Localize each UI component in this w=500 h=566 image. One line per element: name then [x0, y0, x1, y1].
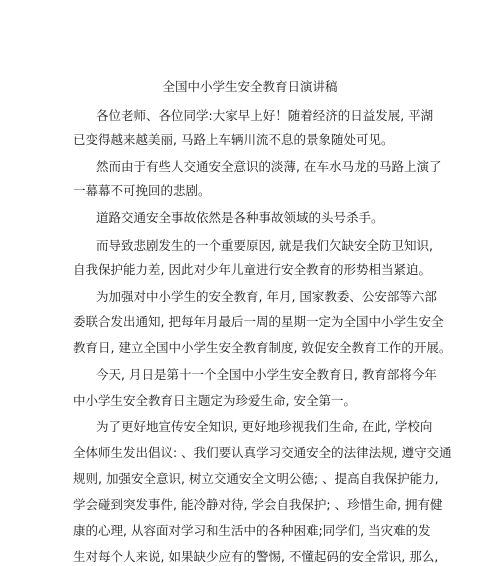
paragraph-line: 为加强对中小学生的安全教育, 年月, 国家教委、公安部等六部: [96, 289, 437, 304]
paragraph-line: 已变得越来越美丽, 马路上车辆川流不息的景象随处可见。: [73, 132, 394, 147]
paragraph-line: 而导致悲剧发生的一个重要原因, 就是我们欠缺安全防卫知识,: [96, 238, 433, 253]
paragraph-line: 全体师生发出倡议: 、我们要认真学习交通安全的法律法规, 遵守交通: [73, 445, 452, 460]
paragraph-line: 今天, 月日是第十一个全国中小学生安全教育日, 教育部将今年: [96, 367, 437, 382]
paragraph-line: 一幕幕不可挽回的悲剧。: [73, 183, 211, 198]
paragraph-line: 中小学生安全教育日主题定为珍爱生命, 安全第一。: [73, 393, 356, 408]
paragraph-line: 委联合发出通知, 把每年月最后一周的星期一定为全国中小学生安全: [73, 314, 444, 329]
paragraph-line: 为了更好地宣传安全知识, 更好地珍视我们生命, 在此, 学校向: [96, 419, 433, 434]
paragraph-line: 然而由于有些人交通安全意识的淡薄, 在车水马龙的马路上演了: [96, 159, 442, 174]
paragraph-line: 教育日, 建立全国中小学生安全教育制度, 敦促安全教育工作的开展。: [73, 340, 452, 355]
document-title: 全国中小学生安全教育日演讲稿: [162, 79, 338, 94]
paragraph-line: 学会碰到突发事件, 能冷静对待, 学会自我保护; 、珍惜生命, 拥有健: [73, 497, 443, 512]
paragraph-line: 规则, 加强安全意识, 树立交通安全文明公德; 、提高自我保护能力,: [73, 471, 439, 486]
paragraph-line: 道路交通安全事故依然是各种事故领域的头号杀手。: [96, 210, 384, 225]
paragraph-line: 康的心理, 从容面对学习和生活中的各种困难;同学们, 当灾难的发: [73, 523, 431, 538]
paragraph-line: 生对每个人来说, 如果缺少应有的警惕, 不懂起码的安全常识, 那么,: [73, 549, 439, 564]
paragraph-line: 各位老师、各位同学:大家早上好！随着经济的日益发展, 平湖: [96, 108, 434, 123]
paragraph-line: 自我保护能力差, 因此对少年儿童进行安全教育的形势相当紧迫。: [73, 262, 431, 277]
